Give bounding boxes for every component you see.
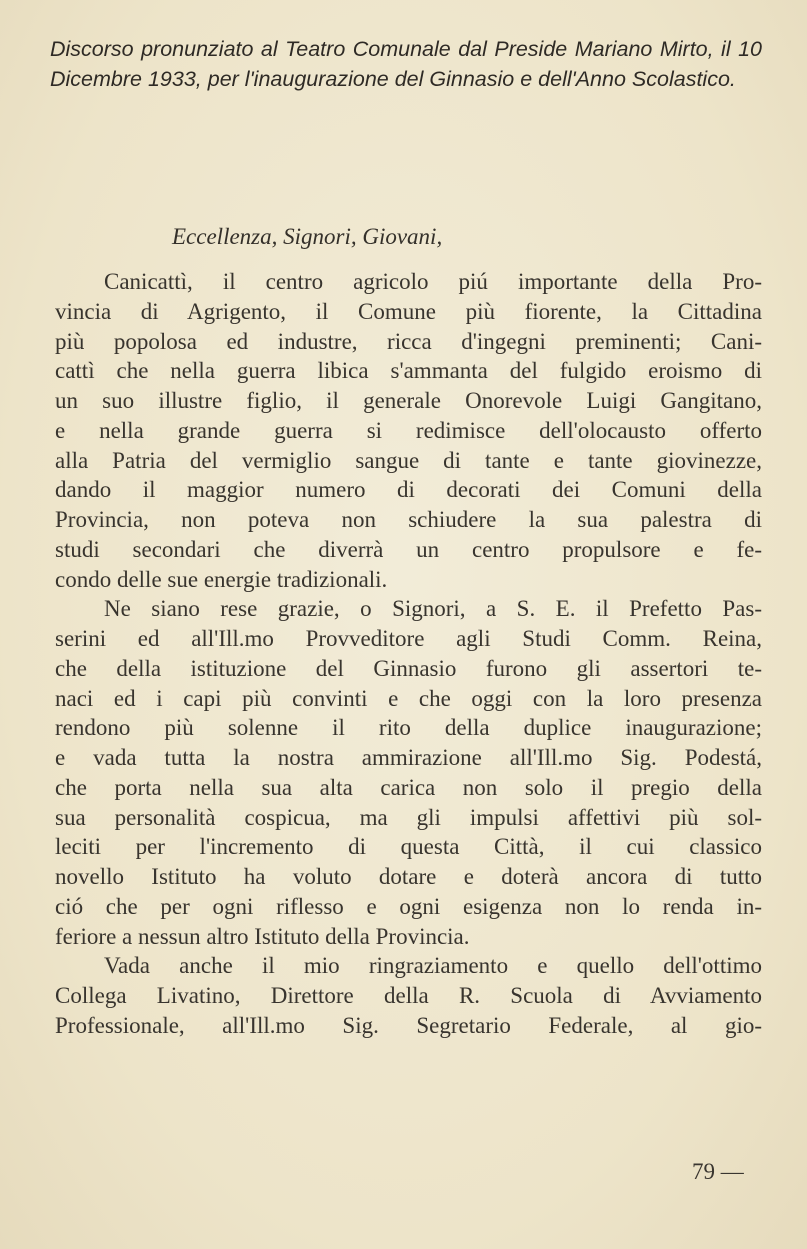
text-line: e vada tutta la nostra ammirazione all'Ill.mo Sig. Podestá, — [55, 745, 762, 770]
text-line: Ne siano rese grazie, o Signori, a S. E. il Prefetto Pas- — [104, 596, 762, 622]
text-line: che porta nella sua alta carica non solo il pregio della — [55, 774, 762, 800]
text-line: e nella grande guerra si redimisce dell'olocausto offerto — [55, 417, 762, 443]
text-line: cattì che nella guerra libica s'ammanta del fulgido eroismo di — [55, 358, 762, 384]
body-text — [55, 267, 762, 1041]
text-line: più popolosa ed industre, ricca d'ingegni preminenti; Cani- — [55, 328, 762, 354]
text-line: vincia di Agrigento, il Comune più fiorente, la Cittadina — [55, 298, 762, 324]
text-line: sua personalità cospicua, ma gli impulsi affettivi più sol- — [55, 804, 762, 830]
text-line: condo delle sue energie tradizionali. — [55, 566, 388, 592]
text-line: alla Patria del vermiglio sangue di tante e tante giovinezze, — [55, 447, 762, 473]
text-line: Professionale, all'Ill.mo Sig. Segretario Federale, al gio- — [55, 1012, 762, 1038]
text-line: leciti per l'incremento di questa Città, il cui classico — [55, 834, 762, 860]
text-line: studi secondari che diverrà un centro propulsore e fe- — [55, 536, 762, 562]
page-number: 79 — — [692, 1159, 744, 1184]
text-line: serini ed all'Ill.mo Provveditore agli Studi Comm. Reina, — [55, 626, 762, 651]
text-line: un suo illustre figlio, il generale Onorevole Luigi Gangitano, — [55, 388, 762, 413]
text-line: Canicattì, il centro agricolo piú importante della Pro- — [104, 269, 762, 294]
salutation: Eccellenza, Signori, Giovani, — [172, 224, 443, 249]
text-line: feriore a nessun altro Istituto della Provincia. — [55, 923, 470, 949]
text-line: che della istituzione del Ginnasio furono gli assertori te- — [55, 655, 762, 681]
text-line: Vada anche il mio ringraziamento e quello dell'ottimo — [104, 953, 762, 979]
text-line: Collega Livatino, Direttore della R. Scuola di Avviamento — [55, 983, 762, 1008]
text-line: naci ed i capi più convinti e che oggi con la loro presenza — [55, 685, 762, 711]
speech-heading: Discorso pronunziato al Teatro Comunale dal Preside Mariano Mirto, il 10 Dicembre 1933, per l'inaugurazione del Ginnasio e dell'Anno Scolastico. — [50, 37, 762, 91]
text-line: rendono più solenne il rito della duplice inaugurazione; — [55, 715, 762, 741]
text-line: dando il maggior numero di decorati dei Comuni della — [55, 477, 762, 503]
text-line: novello Istituto ha voluto dotare e doterà ancora di tutto — [55, 864, 762, 889]
text-line: ció che per ogni riflesso e ogni esigenza non lo renda in- — [55, 893, 762, 919]
text-line: Provincia, non poteva non schiudere la sua palestra di — [55, 507, 762, 532]
